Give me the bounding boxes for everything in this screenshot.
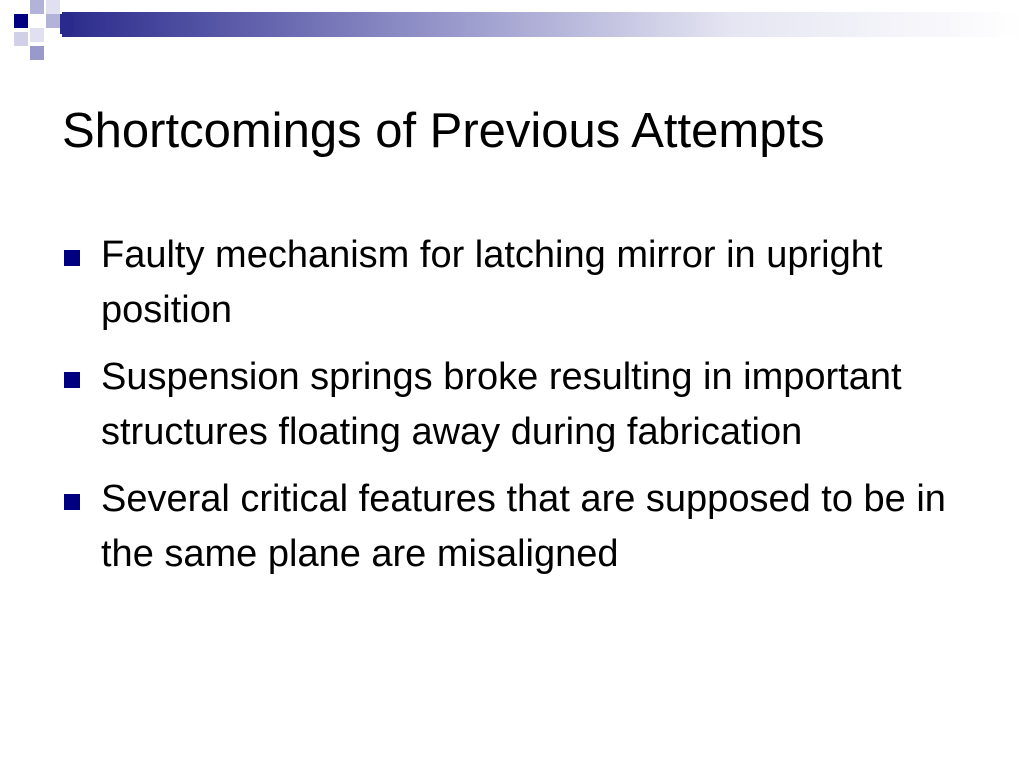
bullet-text: Suspension springs broke resulting in important structures floating away during fabrication	[101, 356, 902, 453]
bullet-text: Faulty mechanism for latching mirror in upright position	[101, 234, 883, 331]
checker-gradient-graphic	[0, 0, 1024, 70]
slide-title: Shortcomings of Previous Attempts	[62, 104, 825, 158]
bullet-item	[64, 350, 964, 460]
square-bullet-icon	[64, 494, 80, 510]
bullet-item	[64, 472, 964, 582]
checker-square	[30, 28, 44, 42]
checker-square	[46, 30, 60, 44]
checker-square	[30, 46, 44, 60]
gradient-bar	[62, 12, 1024, 37]
bullet-list	[64, 228, 964, 594]
checker-square	[30, 0, 44, 14]
checker-square	[46, 0, 60, 14]
bullet-text: Several critical features that are supposed to be in the same plane are misaligned	[101, 478, 946, 575]
checker-square	[46, 14, 60, 28]
bullet-item	[64, 228, 964, 338]
checker-square	[14, 14, 28, 28]
square-bullet-icon	[64, 250, 80, 266]
decorative-header-band	[0, 0, 1024, 70]
checker-square	[60, 14, 74, 34]
checker-square	[14, 32, 28, 46]
square-bullet-icon	[64, 372, 80, 388]
